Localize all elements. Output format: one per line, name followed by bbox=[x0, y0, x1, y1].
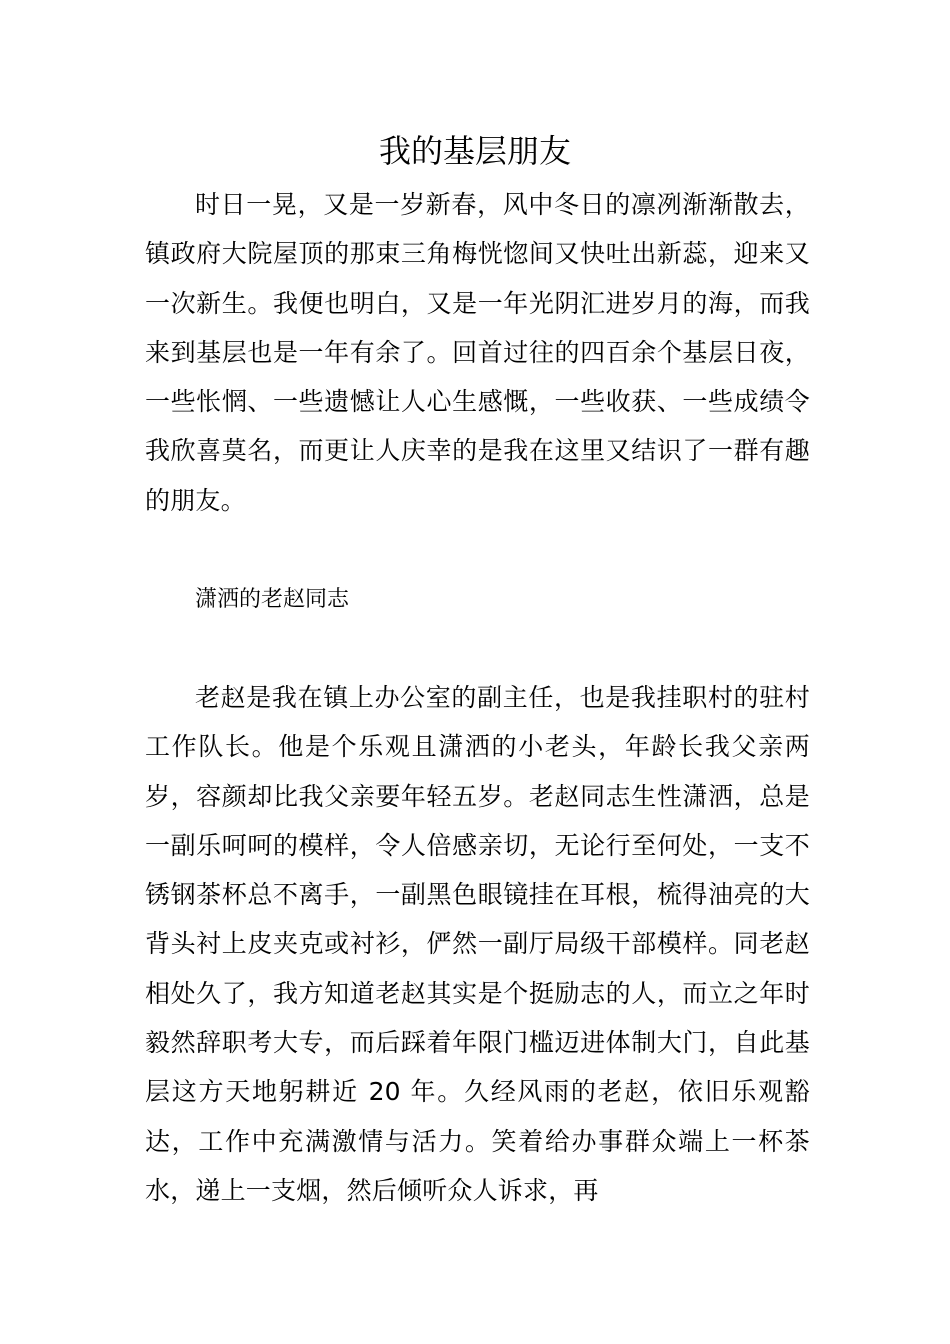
paragraph-intro: 时日一晃，又是一岁新春，风中冬日的凛冽渐渐散去，镇政府大院屋顶的那束三角梅恍惚间又快吐出新蕊，迎来又一次新生。我便也明白，又是一年光阴汇进岁月的海，而我来到基层也是一年有余了。回首过往的四百余个基层日夜，一些怅惘、一些遗憾让人心生感慨，一些收获、一些成绩令我欣喜莫名，而更让人庆幸的是我在这里又结识了一群有趣的朋友。 bbox=[145, 190, 810, 515]
paragraph-lao-zhao: 老赵是我在镇上办公室的副主任，也是我挂职村的驻村工作队长。他是个乐观且潇洒的小老头，年龄长我父亲两岁，容颜却比我父亲要年轻五岁。老赵同志生性潇洒，总是一副乐呵呵的模样，令人倍感亲切，无论行至何处，一支不锈钢茶杯总不离手，一副黑色眼镜挂在耳根，梳得油亮的大背头衬上皮夹克或衬衫，俨然一副厅局级干部模样。同老赵相处久了，我方知道老赵其实是个挺励志的人，而立之年时毅然辞职考大专，而后踩着年限门槛迈进体制大门，自此基层这方天地躬耕近 20 年。久经风雨的老赵，依旧乐观豁达，工作中充满激情与活力。笑着给办事群众端上一杯茶水，递上一支烟，然后倾听众人诉求，再 bbox=[145, 683, 810, 1205]
document-title: 我的基层朋友 bbox=[378, 132, 571, 170]
section-heading: 潇洒的老赵同志 bbox=[195, 587, 350, 612]
